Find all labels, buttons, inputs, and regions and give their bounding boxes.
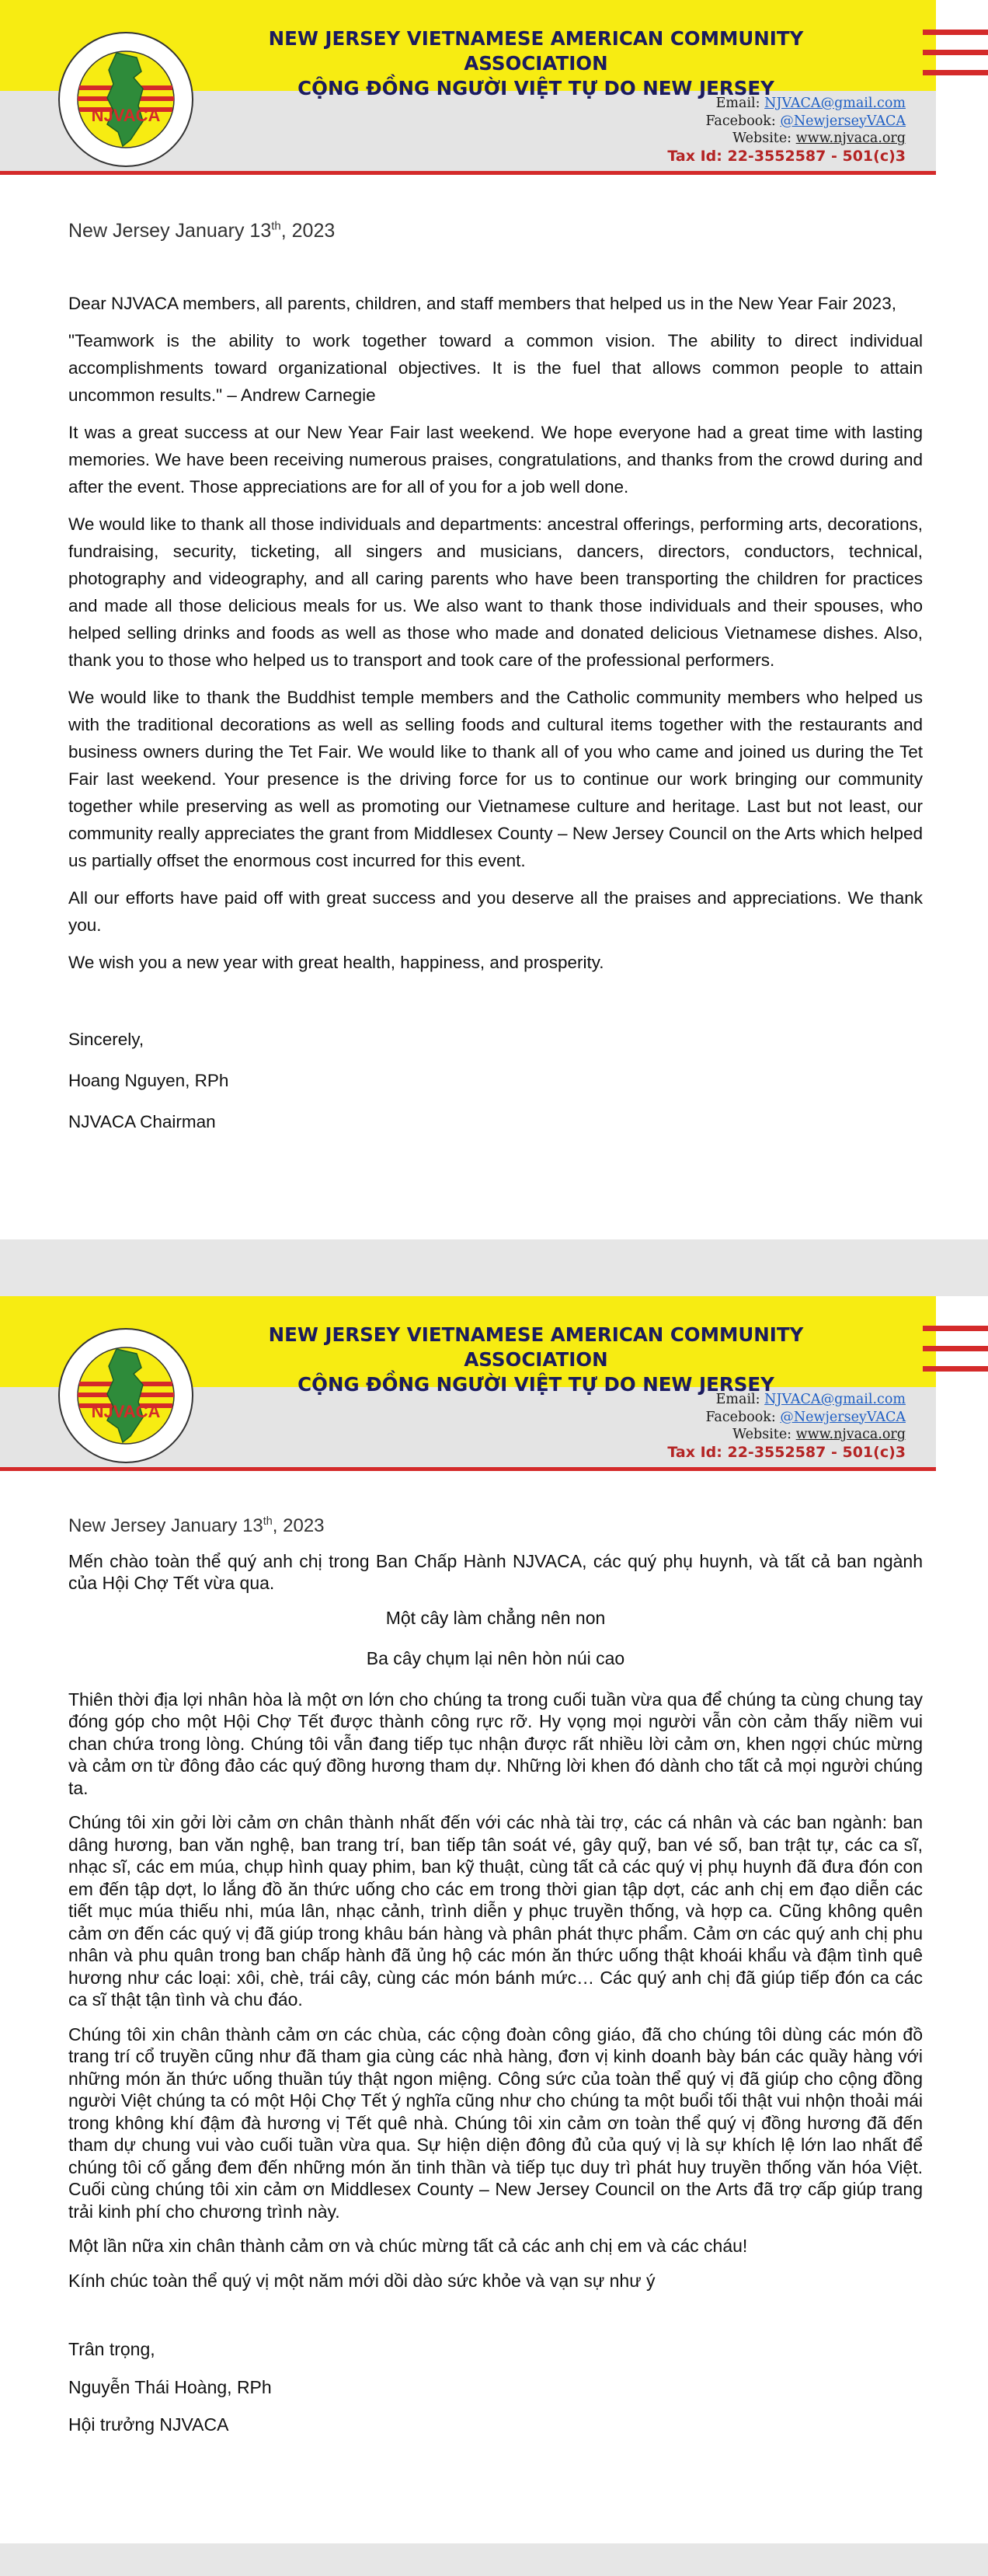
org-name-vietnamese: CỘNG ĐỒNG NGƯỜI VIỆT TỰ DO NEW JERSEY <box>297 1373 774 1396</box>
letter-paragraph: Chúng tôi xin gởi lời cảm ơn chân thành nhất đến với các nhà tài trợ, các cá nhân và các ban ngành: ban dâng hương, ban văn nghệ, ban trang trí, ban tiếp tân soát vé, gây quỹ, ban vé số, ban trật tự, các ca sĩ, nhạc sĩ, các em múa, chụp hình quay phim, ban kỹ thuật, cùng tất cả các quý vị phụ huynh đã đưa đón con em đến tập dợt, lo lắng đồ ăn thức uống cho các em trong thời gian tập dợt, các anh chị em đạo diễn các tiết mục múa thiếu nhi, múa lân, nhạc cảnh, trình diễn y phục truyền thống, và hợp ca. Cũng không quên cảm ơn đến các quý vị đã giúp trong khâu bán hàng và phân phát thực phẩm. Cảm ơn các quý anh chị phu nhân và phu quân trong ban chấp hành đã ủng hộ các món ăn thức uống thật khoái khẩu và đậm tình quê hương như các loại: xôi, chè, trái cây, cùng các món bánh mức… Các quý anh chị đã giúp tiếp đón ca các ca sĩ thật tận tình và chu đáo. <box>68 1812 923 2010</box>
tax-id: Tax Id: 22-3552587 - 501(c)3 <box>667 147 906 165</box>
njvaca-logo <box>56 30 196 169</box>
tax-id: Tax Id: 22-3552587 - 501(c)3 <box>667 1443 906 1461</box>
letter-page-english <box>0 0 988 1239</box>
njvaca-logo <box>56 1326 196 1466</box>
letter-closing: Sincerely, <box>68 1030 144 1049</box>
letter-quote: "Teamwork is the ability to work together toward a common vision. The ability to direct individual accomplishments toward organizational objectives. It is the fuel that allows common people to attain uncommon results." – Andrew Carnegie <box>68 331 923 405</box>
email-link[interactable]: NJVACA@gmail.com <box>764 1392 906 1407</box>
letter-paragraph: Một lần nữa xin chân thành cảm ơn và chúc mừng tất cả các anh chị em và các cháu! <box>68 2236 748 2256</box>
proverb-line: Một cây làm chẳng nên non <box>385 1607 606 1628</box>
letter-paragraph: We wish you a new year with great health, happiness, and prosperity. <box>68 953 604 972</box>
contact-info: Email: NJVACA@gmail.com Facebook: @NewjerseyVACA Website: www.njvaca.org Tax Id: 22-3552587 - 501(c)3 <box>667 96 906 165</box>
flag-stripes-icon <box>923 1326 988 1372</box>
website-link[interactable]: www.njvaca.org <box>795 1427 906 1442</box>
svg-text:NJVACA: NJVACA <box>91 106 161 125</box>
proverb-line: Ba cây chụm lại nên hòn núi cao <box>366 1648 625 1668</box>
letter-signer: Nguyễn Thái Hoàng, RPh <box>68 2376 272 2397</box>
letter-signer: Hoang Nguyen, RPh <box>68 1071 229 1090</box>
letter-signer-title: NJVACA Chairman <box>68 1112 216 1131</box>
org-name-vietnamese: CỘNG ĐỒNG NGƯỜI VIỆT TỰ DO NEW JERSEY <box>297 77 774 99</box>
letter-closing: Trân trọng, <box>68 2339 155 2359</box>
organization-name <box>198 1323 874 1397</box>
letter-paragraph: It was a great success at our New Year Fair last weekend. We hope everyone had a great time with lasting memories. We have been receiving numerous praises, congratulations, and thanks from the crowd during and after the event. Those appreciations are for all of you for a job well done. <box>68 423 923 497</box>
letter-paragraph: Thiên thời địa lợi nhân hòa là một ơn lớn cho chúng ta trong cuối tuần vừa qua để chúng ta cùng chung tay đóng góp cho một Hội Chợ Tết được thành công rực rỡ. Hy vọng mọi người vẫn còn cảm thấy niềm vui chan chứa trong lòng. Chúng tôi vẫn đang tiếp tục nhận được rất nhiều lời cảm ơn, khen ngợi chúc mừng và cảm ơn từ đông đảo các quý đồng hương tham dự. Những lời khen đó dành cho tất cả mọi người chúng ta. <box>68 1689 923 1798</box>
org-name-english: NEW JERSEY VIETNAMESE AMERICAN COMMUNITY ASSOCIATION <box>268 27 804 75</box>
letterhead-divider <box>0 171 936 175</box>
letter-date: New Jersey January 13th, 2023 <box>68 1515 325 1536</box>
org-name-english: NEW JERSEY VIETNAMESE AMERICAN COMMUNITY ASSOCIATION <box>268 1323 804 1371</box>
letter-body-english <box>68 218 923 1149</box>
flag-stripes-icon <box>923 30 988 76</box>
letter-body-vietnamese <box>68 1515 923 2452</box>
letter-greeting: Dear NJVACA members, all parents, children, and staff members that helped us in the New Year Fair 2023, <box>68 294 896 313</box>
facebook-link[interactable]: @NewjerseyVACA <box>780 1409 906 1425</box>
website-link[interactable]: www.njvaca.org <box>795 131 906 146</box>
letter-date: New Jersey January 13th, 2023 <box>68 219 336 242</box>
letter-paragraph: We would like to thank all those individuals and departments: ancestral offerings, performing arts, decorations, fundraising, security, ticketing, all singers and musicians, dancers, directors, conductors, technical, photography and videography, and all caring parents who have been transporting the children for practices and made all those delicious meals for us. We also want to thank those individuals and their spouses, who helped selling drinks and foods as well as those who made and donated delicious Vietnamese dishes. Also, thank you to those who helped us to transport and took care of the professional performers. <box>68 514 923 670</box>
letterhead-divider <box>0 1467 936 1471</box>
letter-signer-title: Hội trưởng NJVACA <box>68 2414 229 2435</box>
facebook-link[interactable]: @NewjerseyVACA <box>780 113 906 129</box>
organization-name <box>198 26 874 101</box>
email-link[interactable]: NJVACA@gmail.com <box>764 96 906 111</box>
contact-info: Email: NJVACA@gmail.com Facebook: @NewjerseyVACA Website: www.njvaca.org Tax Id: 22-3552587 - 501(c)3 <box>667 1392 906 1461</box>
svg-text:NJVACA: NJVACA <box>91 1402 161 1421</box>
letter-page-vietnamese <box>0 1296 988 2543</box>
letter-greeting: Mến chào toàn thể quý anh chị trong Ban Chấp Hành NJVACA, các quý phụ huynh, và tất cả ban ngành của Hội Chợ Tết vừa qua. <box>68 1550 923 1593</box>
letter-paragraph: Chúng tôi xin chân thành cảm ơn các chùa, các cộng đoàn công giáo, đã cho chúng tôi dùng các món đồ trang trí cổ truyền cũng như đã tham gia cùng các nhà hàng, đơn vị kinh doanh bày bán các quầy hàng với những món ăn thức uống thuần túy thật ngon miệng. Công sức của toàn thể quý vị đã giúp cho cộng đồng người Việt chúng ta có một Hội Chợ Tết ý nghĩa cũng như cho chúng ta một buổi tối thật vui nhộn thoải mái trong không khí đậm đà hương vị Tết quê nhà. Chúng tôi xin cảm ơn toàn thể quý vị đồng hương đã đến tham dự chung vui vào cuối tuần vừa qua. Sự hiện diện đông đủ của quý vị là sự khích lệ lớn lao nhất để chúng tôi cố gắng đem đến những món ăn tinh thần và tiếp tục duy trì phát huy truyền thống văn hóa Việt. Cuối cùng chúng tôi xin cảm ơn Middlesex County – New Jersey Council on the Arts đã trợ cấp giúp trang trải kinh phí cho chương trình này. <box>68 2024 923 2222</box>
letter-paragraph: Kính chúc toàn thể quý vị một năm mới dồi dào sức khỏe và vạn sự như ý <box>68 2270 656 2291</box>
letter-paragraph: We would like to thank the Buddhist temple members and the Catholic community members who helped us with the traditional decorations as well as selling foods and cultural items together with the restaurants and business owners during the Tet Fair. We would like to thank all of you who came and joined us during the Tet Fair last weekend. Your presence is the driving force for us to continue our work bringing our community together while preserving as well as promoting our Vietnamese culture and heritage. Last but not least, our community really appreciates the grant from Middlesex County – New Jersey Council on the Arts which helped us partially offset the enormous cost incurred for this event. <box>68 688 923 870</box>
letter-paragraph: All our efforts have paid off with great success and you deserve all the praises and appreciations. We thank you. <box>68 888 923 935</box>
